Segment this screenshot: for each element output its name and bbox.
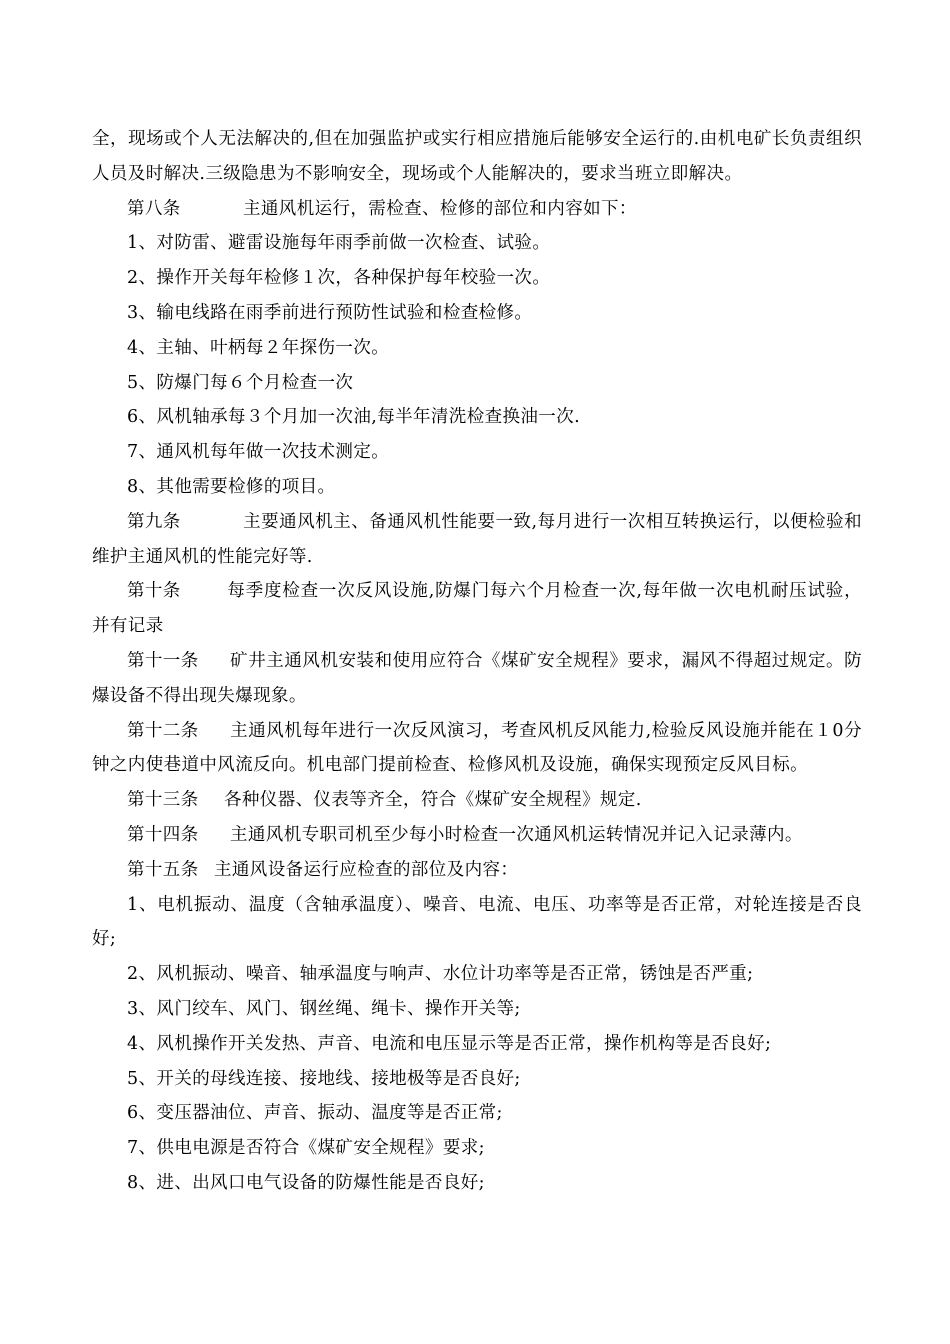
- article-text: 主通风机运行，需检查、检修的部位和内容如下：: [243, 198, 637, 219]
- article-15: [92, 853, 862, 888]
- list-item: 1、电机振动、温度（含轴承温度）、噪音、电流、电压、功率等是否正常，对轮连接是否良好;: [92, 894, 862, 950]
- article-text: 主通风机每年进行一次反风演习，考查风机反风能力,检验反风设施并能在１0分钟之内使巷道中风流反向。机电部门提前检查、检修风机及设施，确保实现预定反风目标。: [92, 720, 862, 776]
- article-label: 第十三条: [127, 790, 199, 811]
- article-label: 第八条: [127, 198, 181, 219]
- list-item: 7、供电电源是否符合《煤矿安全规程》要求;: [127, 1138, 485, 1159]
- list-item: 4、主轴、叶柄每２年探伤一次。: [127, 337, 390, 358]
- article-label: 第十五条: [127, 859, 199, 880]
- list-item: 7、通风机每年做一次技术测定。: [127, 442, 390, 463]
- list-item: 6、风机轴承每３个月加一次油,每半年清洗检查换油一次.: [127, 407, 581, 428]
- list-item: 5、防爆门每６个月检查一次: [127, 372, 354, 393]
- list-item: 3、风门绞车、风门、钢丝绳、绳卡、操作开关等;: [127, 998, 521, 1019]
- list-item: 1、对防雷、避雷设施每年雨季前做一次检查、试验。: [127, 233, 551, 254]
- list-item: 2、风机振动、噪音、轴承温度与响声、水位计功率等是否正常，锈蚀是否严重;: [127, 964, 754, 985]
- article-label: 第十条: [127, 581, 181, 602]
- article-label: 第九条: [127, 511, 181, 532]
- article-14: [92, 818, 862, 853]
- article-label: 第十一条: [127, 650, 199, 671]
- list-item: 4、风机操作开关发热、声音、电流和电压显示等是否正常，操作机构等是否良好;: [127, 1033, 772, 1054]
- list-item: 5、开关的母线连接、接地线、接地极等是否良好;: [127, 1068, 521, 1089]
- article-label: 第十二条: [127, 720, 199, 741]
- article-11: [92, 644, 862, 714]
- article-text: 主要通风机主、备通风机性能要一致,每月进行一次相互转换运行，以便检验和维护主通风机的性能完好等.: [92, 511, 862, 567]
- article-10: [92, 574, 862, 644]
- article-text: 主通风机专职司机至少每小时检查一次通风机运转情况并记入记录薄内。: [230, 824, 803, 845]
- list-item: 3、输电线路在雨季前进行预防性试验和检查检修。: [127, 302, 533, 323]
- article-text: 矿井主通风机安装和使用应符合《煤矿安全规程》要求，漏风不得超过规定。防爆设备不得出现失爆现象。: [92, 650, 862, 706]
- document-body: [92, 122, 862, 1201]
- article-text: 每季度检查一次反风设施,防爆门每六个月检查一次,每年做一次电机耐压试验，并有记录: [92, 581, 862, 637]
- article-text: 主通风设备运行应检查的部位及内容：: [214, 859, 519, 880]
- article-8: [92, 192, 862, 227]
- article-13: [92, 783, 862, 818]
- article-12: [92, 714, 862, 784]
- list-item: 6、变压器油位、声音、振动、温度等是否正常;: [127, 1103, 503, 1124]
- list-item: 8、其他需要检修的项目。: [127, 476, 336, 497]
- list-item: 2、操作开关每年检修１次，各种保护每年校验一次。: [127, 268, 551, 289]
- article-text: 各种仪器、仪表等齐全，符合《煤矿安全规程》规定.: [224, 790, 642, 811]
- article-9: [92, 505, 862, 575]
- article-label: 第十四条: [127, 824, 199, 845]
- paragraph-continuation: 全，现场或个人无法解决的,但在加强监护或实行相应措施后能够安全运行的.由机电矿长负责组织人员及时解决.三级隐患为不影响安全，现场或个人能解决的，要求当班立即解决。: [92, 129, 862, 184]
- list-item: 8、进、出风口电气设备的防爆性能是否良好;: [127, 1172, 485, 1193]
